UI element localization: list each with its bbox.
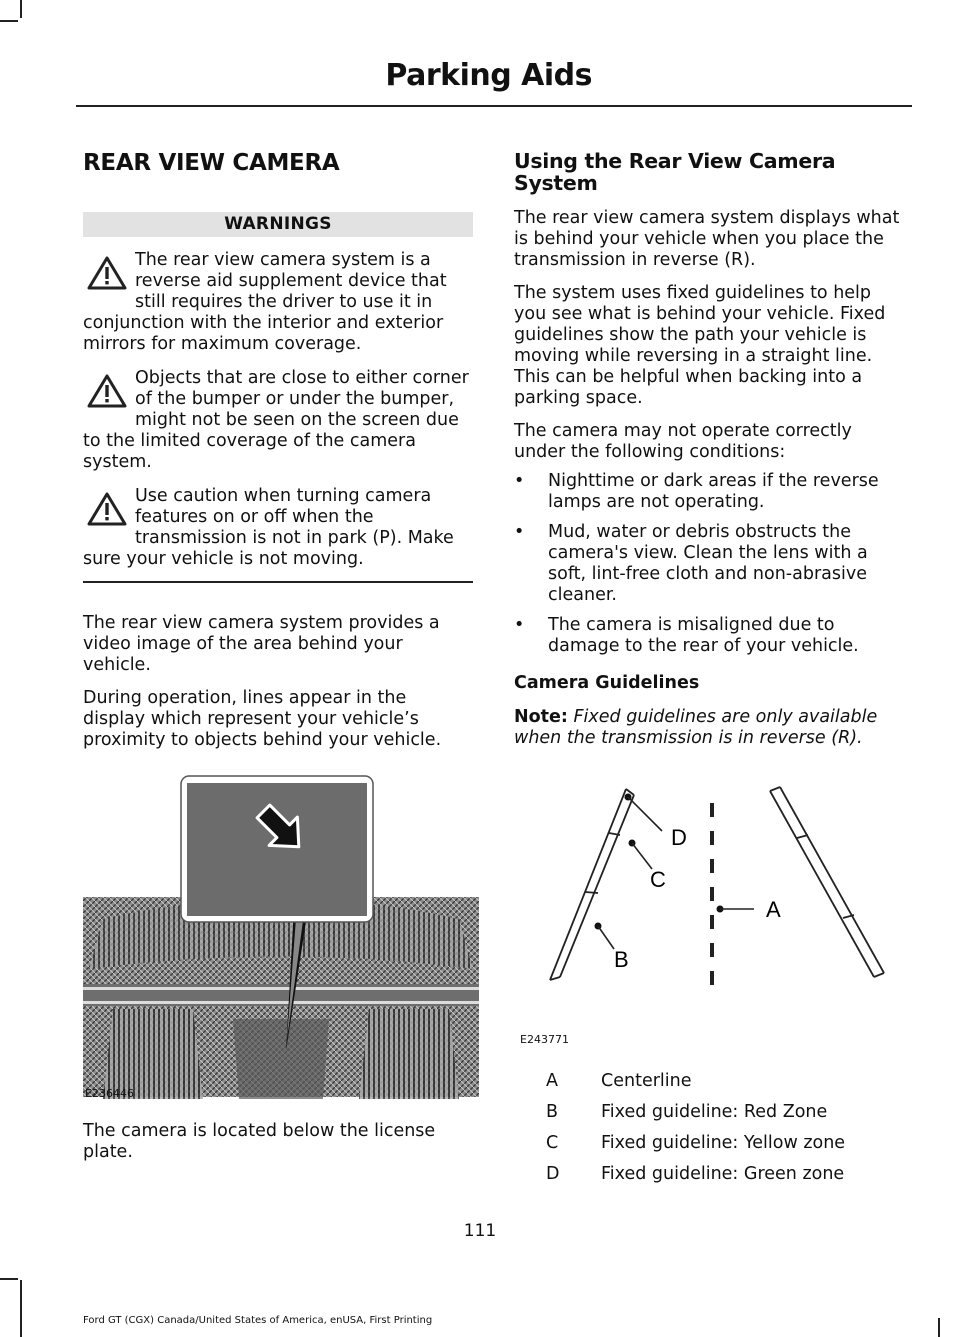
figure-label-a: A (766, 897, 781, 922)
warning-text: Use caution when turning camera features on or off when the transmission is not in park (P). Make sure your vehicle is not moving. (83, 486, 454, 569)
figure-code: E236446 (85, 1087, 134, 1100)
list-item: • The camera is misaligned due to damage to the rear of your vehicle. (514, 615, 859, 656)
section-title: REAR VIEW CAMERA (83, 150, 340, 176)
figure-label-b: B (614, 947, 629, 972)
legend-text: Fixed guideline: Green zone (601, 1164, 845, 1184)
right-column (514, 140, 906, 1195)
camera-guidelines-figure (514, 765, 906, 1055)
note (514, 707, 906, 749)
bullet-mark: • (514, 615, 525, 635)
list-item: • Mud, water or debris obstructs the camera's view. Clean the lens with a soft, lint-free cloth and non-abrasive cleaner. (514, 522, 868, 605)
warning-item (83, 486, 473, 570)
note-text: Fixed guidelines are only available when the transmission is in reverse (R). (514, 707, 878, 748)
warning-triangle-icon (87, 256, 127, 290)
vehicle-rear-illustration (83, 769, 479, 1099)
legend-key: A (546, 1071, 558, 1091)
guidelines-legend (546, 1071, 906, 1185)
guidelines-diagram (514, 765, 906, 1045)
figure-caption: The camera is located below the license plate. (83, 1121, 436, 1162)
legend-key: C (546, 1133, 559, 1153)
warning-item (83, 250, 473, 355)
crop-mark (938, 1318, 940, 1337)
legend-text: Centerline (601, 1071, 692, 1091)
warning-triangle-icon (87, 374, 127, 408)
bullet-mark: • (514, 471, 525, 491)
warning-triangle-icon (87, 492, 127, 526)
warning-item (83, 368, 473, 473)
header-rule (76, 105, 912, 107)
body-paragraph: The camera may not operate correctly under the following conditions: (514, 421, 852, 462)
legend-row (546, 1164, 906, 1185)
crop-mark (0, 20, 18, 22)
warning-text: The rear view camera system is a reverse aid supplement device that still requires the driver to use it in conjunction with the interior and exterior mirrors for maximum coverage. (83, 250, 447, 354)
legend-row (546, 1133, 906, 1154)
body-paragraph: During operation, lines appear in the display which represent your vehicle’s proximity to objects behind your vehicle. (83, 688, 442, 750)
conditions-list (514, 471, 906, 657)
body-paragraph: The rear view camera system provides a video image of the area behind your vehicle. (83, 613, 440, 675)
legend-key: D (546, 1164, 560, 1184)
left-column (83, 140, 473, 1163)
footer-text: Ford GT (CGX) Canada/United States of America, enUSA, First Printing (83, 1315, 433, 1326)
crop-mark (0, 1278, 18, 1280)
warning-text: Objects that are close to either corner of the bumper or under the bumper, might not be seen on the screen due to the limited coverage of the camera system. (83, 368, 469, 472)
warnings-end-rule (83, 581, 473, 583)
subsection-title: Using the Rear View Camera System (514, 149, 836, 195)
figure-label-d: D (671, 825, 687, 850)
page-number: 111 (463, 1221, 497, 1241)
figure-label-c: C (650, 867, 666, 892)
legend-row (546, 1071, 906, 1092)
crop-mark (20, 1280, 22, 1337)
legend-key: B (546, 1102, 559, 1122)
legend-row (546, 1102, 906, 1123)
body-paragraph: The system uses fixed guidelines to help you see what is behind your vehicle. Fixed guidelines show the path your vehicle is moving while reversing in a straight line. This can be helpful when backing into a parking space. (514, 283, 886, 408)
crop-mark (20, 0, 22, 18)
warnings-header: WARNINGS (83, 212, 473, 237)
bullet-mark: • (514, 522, 525, 542)
figure-code: E243771 (520, 1033, 569, 1046)
legend-text: Fixed guideline: Yellow zone (601, 1133, 846, 1153)
camera-location-figure (83, 769, 479, 1111)
guidelines-heading: Camera Guidelines (514, 673, 700, 693)
list-item: • Nighttime or dark areas if the reverse lamps are not operating. (514, 471, 879, 512)
body-paragraph: The rear view camera system displays what is behind your vehicle when you place the transmission in reverse (R). (514, 208, 900, 270)
legend-text: Fixed guideline: Red Zone (601, 1102, 828, 1122)
note-label: Note: (514, 707, 568, 727)
page-title: Parking Aids (385, 58, 592, 93)
